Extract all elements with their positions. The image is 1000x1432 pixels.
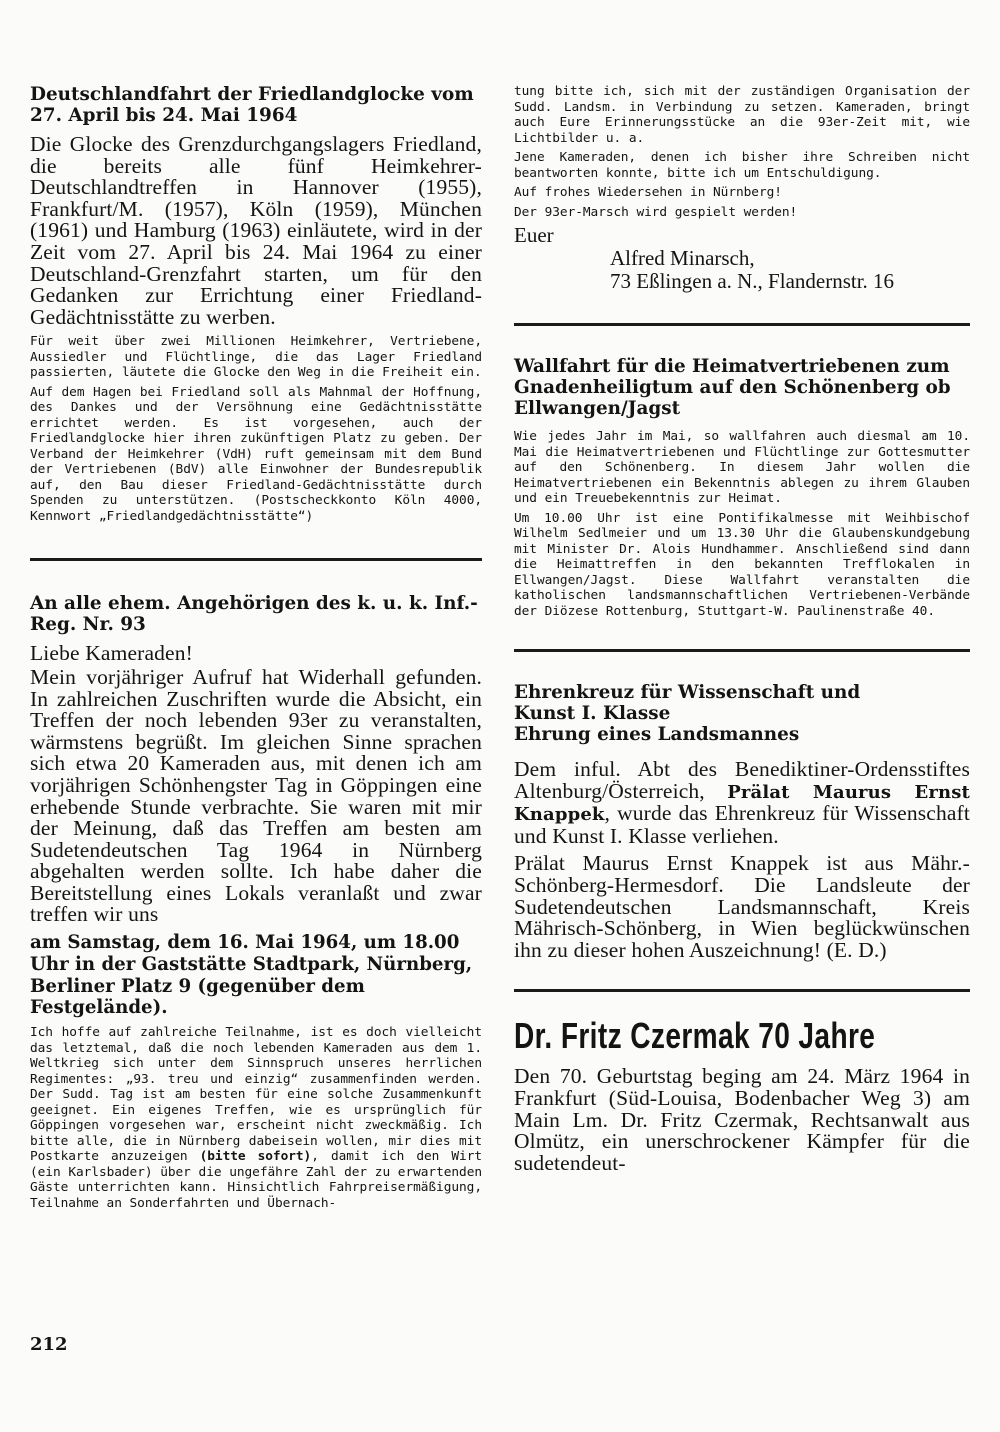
paragraph: Den 70. Geburtstag beging am 24. März 1964 in Frankfurt (Süd-Louisa, Bodenbacher Weg 3) am Main Lm. Dr. Fritz Czermak, Rechtsanwalt aus Olmütz, ein unerschrockener Kämpfer für die sudetendeut- — [514, 1064, 970, 1175]
paragraph: Jene Kameraden, denen ich bisher ihre Schreiben nicht beantworten konnte, bitte ich um Entschuldigung. — [514, 150, 970, 181]
bold-name: Prälat Maurus Ernst Knappek — [514, 781, 970, 826]
article-headline: An alle ehem. Angehörigen des k. u. k. Inf.-Reg. Nr. 93 — [30, 593, 478, 636]
right-column — [514, 84, 970, 1180]
paragraph: tung bitte ich, sich mit der zuständigen Organisation der Sudd. Landsm. in Verbindung zu setzen. Kameraden, bringt auch Eure Erinnerungsstücke an die 93er-Zeit mit, wie Lichtbilder u. a. — [514, 84, 970, 146]
article-headline: Deutschlandfahrt der Friedlandglocke vom 27. April bis 24. Mai 1964 — [30, 84, 474, 126]
divider — [514, 649, 970, 652]
paragraph: Mein vorjähriger Aufruf hat Widerhall gefunden. In zahlreichen Zuschriften wurde die Absicht, ein Treffen der noch lebenden 93er zu veranstalten, wärmstens begrüßt. Im gleichen Sinne sprachen sich etwa 20 Kameraden aus, mit denen ich am vorjährigen Schönhengster Tag in Göppingen eine erhebende Stunde verbrachte. Sie waren mit mir der Meinung, daß das Treffen am besten am Sudetendeutschen Tag 1964 in Nürnberg abgehalten werden sollte. Ich habe daher die Bereitstellung eines Lokals veranlaßt und zwar treffen wir uns — [30, 664, 482, 927]
paragraph: Prälat Maurus Ernst Knappek ist aus Mähr.-Schönberg-Hermesdorf. Die Landsleute der Sudetendeutschen Landsmannschaft, Kreis Mährisch-Schönberg, in Wien beglückwünschen ihn zu dieser hohen Auszeichnung! (E. D.) — [514, 851, 970, 962]
divider — [514, 989, 970, 992]
article-title: Dr. Fritz Czermak 70 Jahre — [514, 1015, 876, 1057]
left-column — [30, 84, 482, 1215]
signature-address: 73 Eßlingen a. N., Flandernstr. 16 — [610, 269, 895, 293]
headline-line: Ehrung eines Landsmannes — [514, 724, 800, 745]
headline-line: Kunst I. Klasse — [514, 703, 671, 724]
paragraph: Auf dem Hagen bei Friedland soll als Mahnmal der Hoffnung, des Dankes und der Versöhnung eine Gedächtnisstätte errichtet werden. Es ist vorgesehen, auch der Friedlandglocke hier ihren zukünftigen Platz zu geben. Der Verband der Heimkehrer (VdH) ruft gemeinsam mit dem Bund der Vertriebenen (BdV) alle Einwohner der Bundesrepublik auf, den Bau dieser Friedland-Gedächtnisstätte durch Spenden zu unterstützen. (Postscheckkonto Köln 4000, Kennwort „Friedlandgedächtnisstätte“) — [30, 384, 482, 524]
paragraph: Auf frohes Wiedersehen in Nürnberg! — [514, 185, 782, 200]
divider — [30, 558, 482, 561]
article-continuation — [514, 84, 970, 293]
closing: Euer — [514, 223, 554, 247]
article-headline: Wallfahrt für die Heimatvertriebenen zum Gnadenheiligtum auf den Schönenberg ob Ellwangen/Jagst — [514, 356, 951, 419]
paragraph: Für weit über zwei Millionen Heimkehrer, Vertriebene, Aussiedler und Flüchtlinge, die das Lager Friedland passierten, läutete die Glocke den Weg in die Freiheit ein. — [30, 334, 482, 381]
bold-inline: (bitte sofort) — [199, 1149, 312, 1165]
paragraph: Um 10.00 Uhr ist eine Pontifikalmesse mit Weihbischof Wilhelm Sedlmeier und um 13.30 Uhr die Glaubenskundgebung mit Minister Dr. Alois Hundhammer. Anschließend sind dann die Heimattreffen in den bekannten Trefflokalen in Ellwangen/Jagst. Diese Wallfahrt veranstalten die katholischen landsmannschaftlichen Vertriebenen-Verbände der Diözese Rottenburg, Stuttgart-W. Paulinenstraße 40. — [514, 510, 970, 619]
article-wallfahrt — [514, 356, 970, 619]
article-ehrenkreuz — [514, 682, 970, 961]
paragraph: Der 93er-Marsch wird gespielt werden! — [514, 204, 798, 220]
headline-line: Ehrenkreuz für Wissenschaft und — [514, 682, 861, 703]
article-inf-reg-93 — [30, 593, 482, 1211]
paragraph: Wie jedes Jahr im Mai, so wallfahren auch diesmal am 10. Mai die Heimatvertriebenen und Flüchtlinge zur Gottesmutter auf den Schönenberg. In diesem Jahr wollen die Heimatvertriebenen ein Bekenntnis ablegen zu ihrem Glauben und ein Treuebekenntnis zur Heimat. — [514, 429, 970, 506]
article-lead: Die Glocke des Grenzdurchgangslagers Friedland, die bereits alle fünf Heimkehrer-Deutschlandtreffen in Hannover (1955), Frankfurt/M. (1957), Köln (1959), München (1961) und Hamburg (1963) einläutete, wird in der Zeit vom 27. April bis 24. Mai 1964 zu einer Deutschland-Grenzfahrt starten, um für den Gedanken zur Errichtung einer Friedland-Gedächtnisstätte zu werben. — [30, 132, 482, 329]
article-friedlandglocke — [30, 84, 482, 524]
article-headline — [514, 682, 970, 745]
bold-date-paragraph: am Samstag, dem 16. Mai 1964, um 18.00 Uhr in der Gaststätte Stadtpark, Nürnberg, Berliner Platz 9 (gegenüber dem Festgelände). — [30, 932, 473, 1019]
divider — [514, 323, 970, 326]
article-czermak — [514, 1016, 970, 1174]
paragraph: Ich hoffe auf zahlreiche Teilnahme, ist es doch vielleicht das letztemal, daß die noch lebenden Kameraden aus dem 1. Weltkrieg sich unter dem Sinnspruch unseres herrlichen Regimentes: „93. treu und einzig“ zusammenfinden werden. Der Sudd. Tag ist am besten für eine solche Zusammenkunft geeignet. Ein eigenes Treffen, wie es ursprünglich für Göppingen vorgesehen war, erscheint nicht zweckmäßig. Ich bitte alle, die in Nürnberg dabeisein wollen, mir dies mit Postkarte anzuzeigen (bitte sofort), damit ich den Wirt (ein Karlsbader) über die ungefähre Zahl der zu erwartenden Gäste unterrichten kann. Hinsichtlich Fahrpreisermäßigung, Teilnahme an Sonderfahrten und Übernach- — [30, 1025, 482, 1211]
signature-name: Alfred Minarsch, — [610, 246, 755, 270]
salutation: Liebe Kameraden! — [30, 641, 193, 666]
paragraph: Dem inful. Abt des Benediktiner-Ordensstiftes Altenburg/Österreich, Prälat Maurus Ernst Knappek, wurde das Ehrenkreuz für Wissenschaft und Kunst I. Klasse verliehen. — [514, 757, 970, 848]
page-number: 212 — [30, 1334, 68, 1355]
